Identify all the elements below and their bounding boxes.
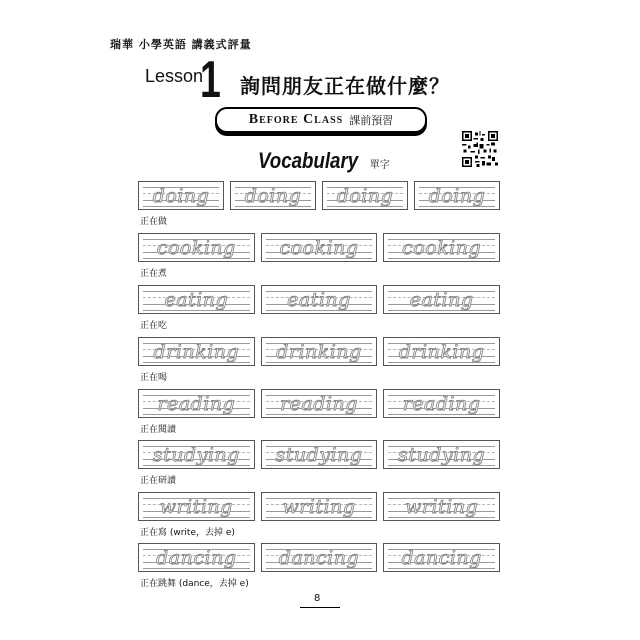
tracing-box[interactable] xyxy=(261,285,378,314)
trace-word: cooking xyxy=(402,237,482,259)
tracing-box[interactable] xyxy=(138,492,255,521)
trace-word: studying xyxy=(152,444,240,466)
tracing-box[interactable] xyxy=(383,440,500,469)
trace-word: eating xyxy=(164,289,229,311)
lesson-label: Lesson xyxy=(145,66,204,86)
trace-word: doing xyxy=(152,185,210,207)
tracing-box[interactable] xyxy=(261,233,378,262)
before-class-chinese: 課前預習 xyxy=(349,114,394,127)
tracing-box[interactable] xyxy=(261,389,378,418)
trace-word: doing xyxy=(336,185,394,207)
tracing-boxes xyxy=(138,440,500,469)
word-meaning: 正在跳舞 (dance，去掉 e) xyxy=(140,579,249,589)
tracing-box[interactable] xyxy=(230,181,316,210)
before-class-banner xyxy=(215,107,427,133)
trace-word: cooking xyxy=(279,237,359,259)
book-header: 瑞華 小學英語 講義式評量 xyxy=(110,38,252,51)
tracing-boxes xyxy=(138,233,500,262)
trace-word: writing xyxy=(282,496,356,518)
trace-word: eating xyxy=(287,289,351,311)
trace-word: eating xyxy=(409,289,474,311)
trace-word: dancing xyxy=(156,547,237,569)
word-meaning: 正在做 xyxy=(140,217,168,227)
vocab-row-writing xyxy=(138,492,500,538)
tracing-boxes xyxy=(138,543,500,572)
trace-word: writing xyxy=(405,496,479,518)
trace-word: drinking xyxy=(153,341,240,363)
tracing-box[interactable] xyxy=(138,285,255,314)
vocab-row-cooking xyxy=(138,233,500,279)
tracing-box[interactable] xyxy=(383,492,500,521)
tracing-box[interactable] xyxy=(138,543,255,572)
trace-word: drinking xyxy=(398,341,485,363)
tracing-boxes xyxy=(138,492,500,521)
tracing-box[interactable] xyxy=(322,181,408,210)
tracing-box[interactable] xyxy=(383,389,500,418)
trace-word: studying xyxy=(398,444,486,466)
tracing-boxes xyxy=(138,389,500,418)
tracing-box[interactable] xyxy=(261,337,378,366)
vocab-row-drinking xyxy=(138,337,500,383)
tracing-box[interactable] xyxy=(138,181,224,210)
lesson-number: 1 xyxy=(200,51,221,109)
trace-word: reading xyxy=(280,393,358,415)
tracing-boxes xyxy=(138,181,500,210)
word-meaning: 正在閱讀 xyxy=(140,425,177,435)
trace-word: writing xyxy=(159,496,233,518)
lesson-title: 詢問朋友正在做什麼？ xyxy=(240,74,450,98)
trace-word: reading xyxy=(157,393,236,415)
trace-word: dancing xyxy=(278,547,360,569)
trace-word: reading xyxy=(402,393,481,415)
tracing-box[interactable] xyxy=(383,543,500,572)
trace-word: studying xyxy=(275,444,363,466)
word-meaning: 正在煮 xyxy=(140,269,168,279)
page-number: 8 xyxy=(314,593,321,604)
tracing-box[interactable] xyxy=(383,285,500,314)
trace-word: dancing xyxy=(401,547,482,569)
trace-word: cooking xyxy=(156,237,236,259)
tracing-box[interactable] xyxy=(261,440,378,469)
vocab-row-dancing xyxy=(138,543,500,589)
tracing-box[interactable] xyxy=(261,543,378,572)
trace-word: doing xyxy=(244,185,302,207)
tracing-box[interactable] xyxy=(138,440,255,469)
trace-word: drinking xyxy=(276,341,362,363)
trace-word: doing xyxy=(428,185,486,207)
word-meaning: 正在研讀 xyxy=(140,476,177,486)
vocabulary-title: Vocabulary xyxy=(258,148,359,173)
qr-code-icon[interactable] xyxy=(462,131,498,167)
tracing-box[interactable] xyxy=(383,337,500,366)
vocab-row-doing xyxy=(138,181,500,227)
tracing-box[interactable] xyxy=(138,337,255,366)
vocab-row-eating xyxy=(138,285,500,331)
tracing-box[interactable] xyxy=(138,389,255,418)
tracing-boxes xyxy=(138,337,500,366)
tracing-box[interactable] xyxy=(383,233,500,262)
tracing-box[interactable] xyxy=(261,492,378,521)
before-class-label: Before Class xyxy=(248,112,344,127)
word-meaning: 正在寫 (write，去掉 e) xyxy=(140,528,235,538)
tracing-box[interactable] xyxy=(414,181,500,210)
word-meaning: 正在吃 xyxy=(140,321,168,331)
word-meaning: 正在喝 xyxy=(140,373,168,383)
tracing-box[interactable] xyxy=(138,233,255,262)
vocabulary-chinese: 單字 xyxy=(369,160,390,171)
vocabulary-heading xyxy=(258,148,390,174)
page-number-underline xyxy=(300,607,340,608)
tracing-boxes xyxy=(138,285,500,314)
vocab-row-reading xyxy=(138,389,500,435)
vocab-row-studying xyxy=(138,440,500,486)
